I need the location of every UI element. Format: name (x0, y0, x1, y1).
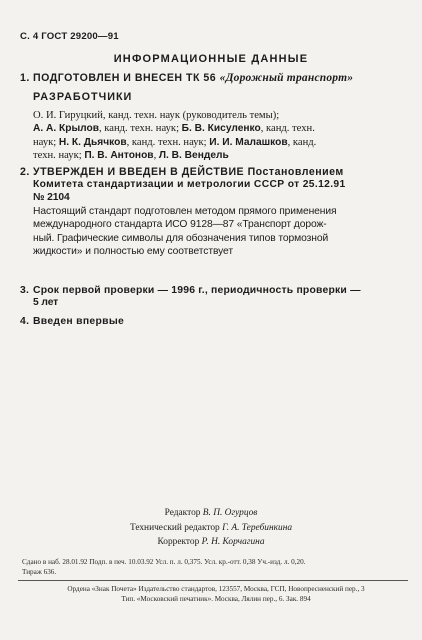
separator: , (153, 150, 159, 162)
editor-line (0, 506, 422, 521)
item-4-heading (20, 316, 408, 327)
item-4-number: 4. (20, 316, 30, 327)
editors-block (0, 506, 422, 550)
footer-line-2: Тип. «Московский печатник». Москва, Лялин пер., 6. Зак. 894 (121, 594, 311, 603)
item-2-line-1: УТВЕРЖДЕН И ВВЕДЕН В ДЕЙСТВИЕ Постановлением (33, 166, 344, 178)
proofreader-name: Р. Н. Корчагина (201, 537, 265, 547)
developer-title: наук; (33, 136, 59, 148)
developers-line-3 (33, 136, 408, 149)
item-1-text: ПОДГОТОВЛЕН И ВНЕСЕН ТК 56 (33, 72, 217, 84)
developers-label: РАЗРАБОТЧИКИ (33, 91, 133, 103)
developer-name: И. И. Малашков (209, 136, 288, 148)
print-info (22, 558, 410, 577)
footer-line-1: Ордена «Знак Почета» Издательство стандартов, 123557, Москва, ГСП, Новопресненский пер., 3 (67, 585, 365, 593)
developer-name: Л. В. Вендель (158, 150, 229, 162)
item-2-line-3: № 2104 (33, 192, 70, 204)
item-3-line-2: 5 лет (33, 297, 59, 308)
item-2-heading (20, 166, 408, 178)
item-4-text: Введен впервые (33, 316, 125, 327)
item-1-committee: «Дорожный транспорт» (219, 72, 354, 84)
item-1 (20, 72, 408, 163)
item-3-number: 3. (20, 285, 30, 296)
item-2 (20, 166, 408, 258)
proofreader-line (0, 535, 422, 550)
developer-title: , канд. (287, 136, 317, 148)
developers-list (20, 109, 408, 163)
developers-line-2 (33, 122, 408, 135)
publisher-footer (22, 585, 410, 605)
section-title: ИНФОРМАЦИОННЫЕ ДАННЫЕ (113, 53, 309, 65)
item-3-heading (20, 285, 408, 296)
item-2-line-7: жидкости» и полностью ему соответствует (33, 246, 233, 258)
item-1-number: 1. (20, 72, 30, 84)
developer-name: Б. В. Кисуленко (181, 123, 261, 135)
item-3 (20, 285, 408, 309)
developer-title: , канд. техн. наук; (126, 136, 210, 148)
item-1-heading (20, 72, 408, 84)
tech-editor-line (0, 521, 422, 536)
item-2-line-2: Комитета стандартизации и метрологии СССР от 25.12.91 (33, 179, 346, 190)
print-info-line-1: Сдано в наб. 28.01.92 Подп. в печ. 10.03.92 Усл. п. л. 0,375. Усл. кр.-отт. 0,38 Уч.-изд. л. 0,20. (22, 558, 306, 566)
developers-line-4 (33, 149, 408, 162)
item-2-line-4: Настоящий стандарт подготовлен методом прямого применения (33, 205, 337, 217)
footer-divider (18, 580, 408, 581)
developer-name: П. В. Антонов (84, 150, 154, 162)
print-info-line-2: Тираж 636. (22, 567, 57, 576)
developer-title: , канд. техн. (260, 123, 315, 135)
item-2-line-6: ный. Графические символы для обозначения типов тормозной (33, 232, 329, 244)
proofreader-label: Корректор (157, 537, 202, 547)
item-2-line-5: международного стандарта ИСО 9128—87 «Транспорт дорож- (33, 219, 327, 231)
editor-name: В. П. Огурцов (202, 508, 258, 518)
page-header: С. 4 ГОСТ 29200—91 (20, 31, 119, 42)
developer-name: А. А. Крылов (33, 123, 99, 135)
item-2-number: 2. (20, 166, 30, 178)
item-4 (20, 316, 408, 327)
editor-label: Редактор (164, 508, 203, 518)
item-3-line-1: Срок первой проверки — 1996 г., периодичность проверки — (33, 285, 361, 296)
developers-line-1: О. И. Гируцкий, канд. техн. наук (руководитель темы); (33, 110, 280, 121)
developer-name: Н. К. Дьячков (58, 136, 127, 148)
developer-title: , канд. техн. наук; (99, 123, 182, 135)
tech-editor-name: Г. А. Теребинкина (222, 522, 293, 533)
tech-editor-label: Технический редактор (129, 522, 223, 533)
developer-title: техн. наук; (33, 150, 85, 162)
